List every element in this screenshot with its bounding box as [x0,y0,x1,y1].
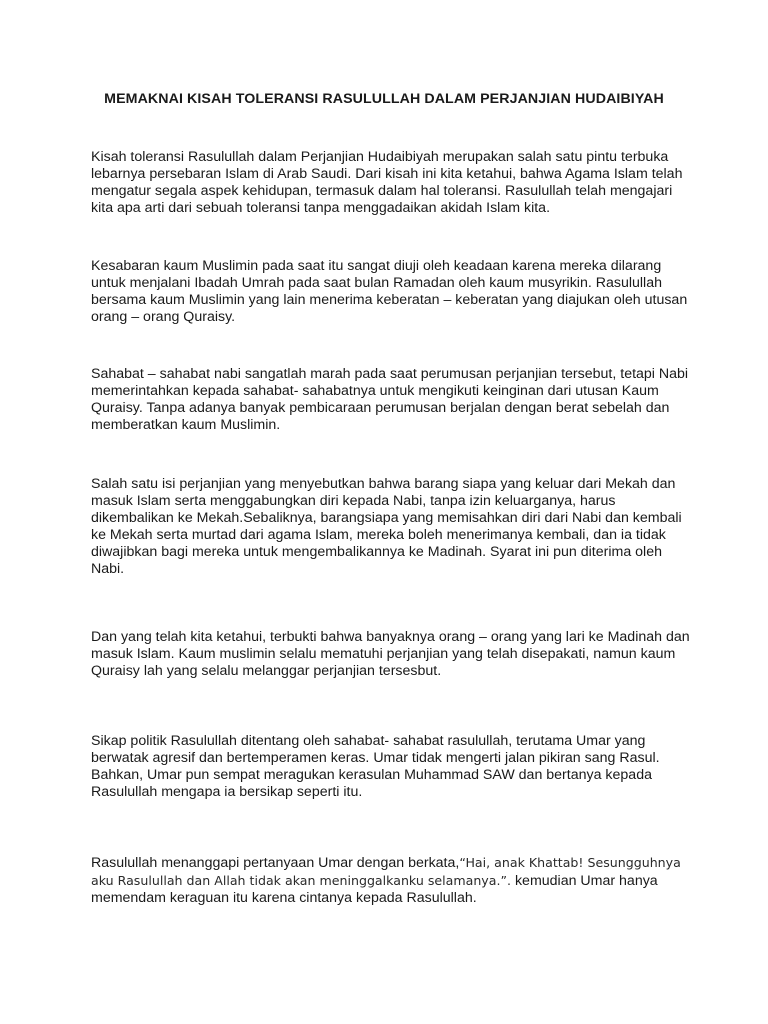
quote-text: “Hai, anak Khattab! Sesungguhnya [459,855,681,870]
paragraph-line: kita apa arti dari sebuah toleransi tanpa menggadaikan akidah Islam kita. [91,200,551,216]
paragraph-line: mengatur segala aspek kehidupan, termasuk dalam hal toleransi. Rasulullah telah mengajari [91,183,673,199]
paragraph-text: kemudian Umar hanya [511,873,658,889]
paragraph-line: memberatkan kaum Muslimin. [91,417,281,433]
paragraph-line: Salah satu isi perjanjian yang menyebutkan bahwa barang siapa yang keluar dari Mekah dan [91,476,676,492]
paragraph-4 [91,476,691,578]
paragraph-line [91,872,691,890]
paragraph-line: Dan yang telah kita ketahui, terbukti bahwa banyaknya orang – orang yang lari ke Madinah dan [91,629,690,645]
paragraph-line: bersama kaum Muslimin yang lain menerima keberatan – keberatan yang diajukan oleh utusan [91,292,688,308]
paragraph-line: ke Mekah serta murtad dari agama Islam, mereka boleh menerimanya kembali, dan ia tidak [91,527,666,543]
paragraph-line: dikembalikan ke Mekah.Sebaliknya, barangsiapa yang memisahkan diri dari Nabi dan kembali [91,510,682,526]
paragraph-3 [91,366,691,434]
paragraph-5 [91,629,691,680]
paragraph-line: berwatak agresif dan bertemperamen keras. Umar tidak mengerti jalan pikiran sang Rasul. [91,750,660,766]
document-title: MEMAKNAI KISAH TOLERANSI RASULULLAH DALAM PERJANJIAN HUDAIBIYAH [104,91,664,107]
paragraph-1 [91,149,691,217]
quote-text: aku Rasulullah dan Allah tidak akan meninggalkanku selamanya.”. [91,873,512,888]
paragraph-line: masuk Islam. Kaum muslimin selalu mematuhi perjanjian yang telah disepakati, namun kaum [91,646,676,662]
paragraph-line: Quraisy. Tanpa adanya banyak pembicaraan perumusan berjalan dengan berat sebelah dan [91,400,670,416]
paragraph-text: Rasulullah menanggapi pertanyaan Umar dengan berkata, [91,855,460,871]
paragraph-line: memendam keraguan itu karena cintanya kepada Rasulullah. [91,890,477,906]
paragraph-line: Quraisy lah yang selalu melanggar perjanjian tersesbut. [91,663,442,679]
paragraph-2 [91,258,691,326]
paragraph-6 [91,733,691,801]
paragraph-line: orang – orang Quraisy. [91,309,236,325]
paragraph-line: Bahkan, Umar pun sempat meragukan kerasulan Muhammad SAW dan bertanya kepada [91,767,652,783]
paragraph-line: Nabi. [91,561,125,577]
paragraph-line: Rasulullah mengapa ia bersikap seperti itu. [91,784,363,800]
paragraph-line: Kisah toleransi Rasulullah dalam Perjanjian Hudaibiyah merupakan salah satu pintu terbuka [91,149,669,165]
paragraph-7 [91,854,691,907]
paragraph-line: diwajibkan bagi mereka untuk mengembalikannya ke Madinah. Syarat ini pun diterima oleh [91,544,662,560]
paragraph-line: memerintahkan kepada sahabat- sahabatnya untuk mengikuti keinginan dari utusan Kaum [91,383,659,399]
paragraph-line: Sahabat – sahabat nabi sangatlah marah pada saat perumusan perjanjian tersebut, tetapi Nabi [91,366,689,382]
paragraph-line [91,854,691,872]
paragraph-line: lebarnya persebaran Islam di Arab Saudi. Dari kisah ini kita ketahui, bahwa Agama Islam telah [91,166,683,182]
paragraph-line: untuk menjalani Ibadah Umrah pada saat bulan Ramadan oleh kaum musyrikin. Rasulullah [91,275,662,291]
paragraph-line: Sikap politik Rasulullah ditentang oleh sahabat- sahabat rasulullah, terutama Umar yang [91,733,646,749]
paragraph-line: masuk Islam serta menggabungkan diri kepada Nabi, tanpa izin keluarganya, harus [91,493,616,509]
paragraph-line: Kesabaran kaum Muslimin pada saat itu sangat diuji oleh keadaan karena mereka dilarang [91,258,662,274]
